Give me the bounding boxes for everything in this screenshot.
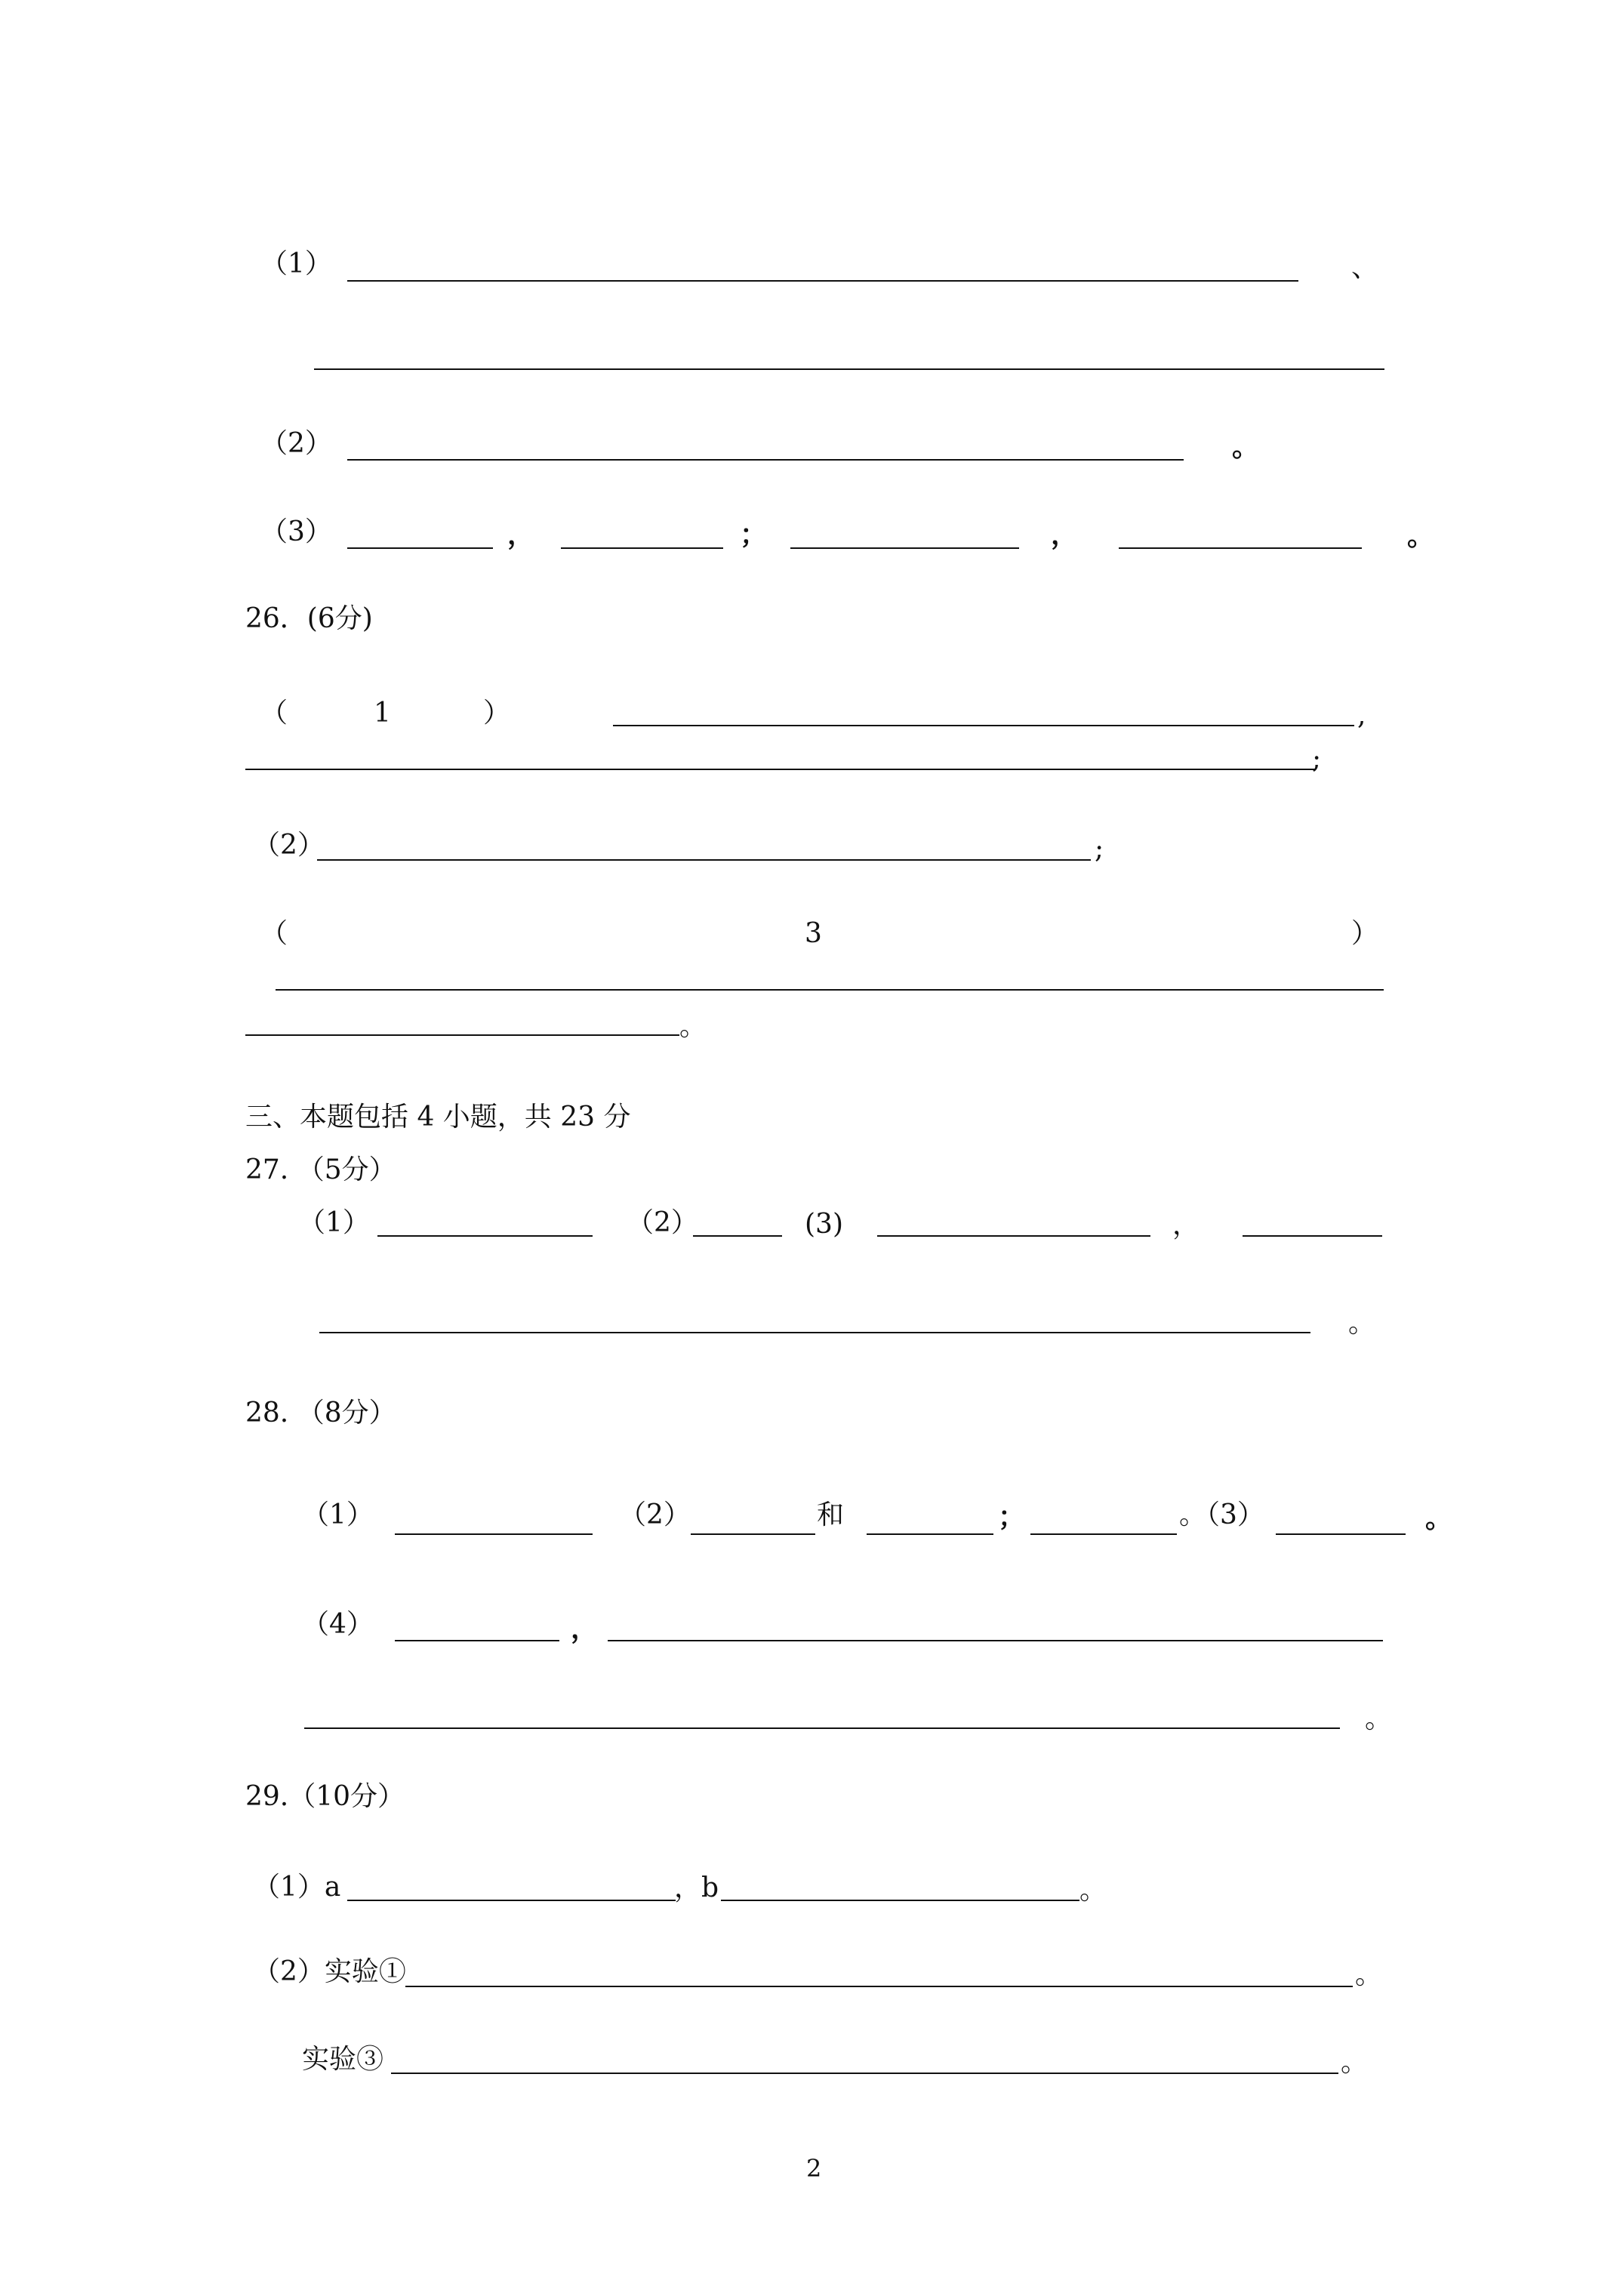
q26-part1-number: 1 (374, 698, 391, 729)
q28-part2-blank-b[interactable] (867, 1533, 993, 1535)
q27-part3-blank-b[interactable] (1243, 1235, 1382, 1237)
q26-part1-semicolon: ; (1312, 744, 1322, 775)
q28-part2-label: （2） (619, 1499, 691, 1530)
q25-part3-blank-3[interactable] (790, 547, 1019, 549)
q28-part4-blank-a[interactable] (395, 1640, 559, 1641)
q28-part4-blank-b[interactable] (608, 1640, 1383, 1641)
q25-part3-comma-1: ， (507, 519, 535, 550)
q26-part1-blank-a[interactable] (613, 725, 1354, 726)
q28-part4-comma: ， (571, 1613, 599, 1644)
q25-part3-comma-2: ， (1051, 519, 1079, 550)
q29-part2-blank[interactable] (405, 1986, 1353, 1987)
q28-part4-period: 。 (1365, 1703, 1393, 1734)
q28-part4-blank-c[interactable] (304, 1727, 1340, 1729)
q28-part4-label: （4） (302, 1609, 374, 1640)
q29-part1-period: 。 (1079, 1875, 1107, 1906)
q25-part2-period: 。 (1232, 431, 1260, 463)
q29-exp3-label: 实验③ (302, 2044, 384, 2075)
q27-part3-comma: ， (1172, 1210, 1200, 1240)
q26-part1-open: （ (260, 698, 288, 729)
q27-part1-blank[interactable] (377, 1235, 593, 1237)
q27-part2-blank[interactable] (693, 1235, 782, 1237)
q26-part2-semicolon: ; (1095, 834, 1104, 864)
q28-part3-blank[interactable] (1276, 1533, 1406, 1535)
q28-part3-period: 。 (1425, 1502, 1453, 1534)
section-3-title: 三、本题包括 4 小题，共 23 分 (245, 1102, 631, 1133)
q28-part2-and: 和 (817, 1499, 845, 1530)
q26-header: 26．(6分) (245, 603, 373, 634)
q27-part1-label: （1） (298, 1207, 370, 1238)
q27-part3-label: (3) (805, 1209, 843, 1240)
q25-part1-blank-b[interactable] (314, 368, 1384, 370)
q25-part3-blank-2[interactable] (561, 547, 723, 549)
q26-part2-blank[interactable] (317, 859, 1091, 861)
q26-part1-blank-b[interactable] (245, 769, 1316, 770)
q27-period: 。 (1348, 1308, 1376, 1339)
q29-header: 29.（10分） (245, 1781, 405, 1812)
q29-part1-blank-a[interactable] (347, 1900, 676, 1901)
q27-header: 27. （5分） (245, 1154, 396, 1185)
q26-part3-open: （ (260, 918, 288, 949)
q26-part1-close: ） (483, 698, 511, 729)
q25-part1-label: （1） (260, 248, 332, 279)
q28-part2-blank-c[interactable] (1030, 1533, 1177, 1535)
q25-part3-label: （3） (260, 516, 332, 547)
q28-part2-blank-a[interactable] (691, 1533, 815, 1535)
q25-part1-blank-a[interactable] (347, 280, 1298, 282)
q25-part1-separator: 、 (1351, 252, 1379, 283)
q28-part1-label: （1） (302, 1499, 374, 1530)
q26-part3-close: ） (1351, 918, 1379, 949)
q25-part3-blank-1[interactable] (347, 547, 493, 549)
q29-part1-blank-b[interactable] (721, 1900, 1079, 1901)
q28-part3-label: 。（3） (1179, 1499, 1264, 1530)
q28-header: 28. （8分） (245, 1398, 396, 1428)
q29-part2-label: （2）实验① (253, 1956, 406, 1987)
q25-part3-semicolon: ； (740, 519, 768, 550)
page-number: 2 (806, 2154, 822, 2183)
q29-exp3-period: 。 (1341, 2047, 1369, 2078)
q28-part2-semicolon: ； (998, 1501, 1026, 1533)
q26-part3-blank-a[interactable] (276, 989, 1384, 991)
q29-part1-b-label: ，b (674, 1872, 719, 1903)
q25-part3-period: 。 (1407, 520, 1435, 552)
q29-part1-label: （1）a (253, 1872, 341, 1903)
q29-exp3-blank[interactable] (391, 2073, 1338, 2074)
q29-part2-period: 。 (1355, 1959, 1383, 1990)
q27-part3-blank-c[interactable] (319, 1332, 1310, 1333)
q27-part2-label: （2） (627, 1207, 698, 1238)
q26-part3-number: 3 (805, 918, 822, 949)
q26-part3-blank-b[interactable] (245, 1034, 679, 1036)
q25-part2-label: （2） (260, 428, 332, 459)
q26-part3-period: 。 (679, 1011, 707, 1042)
q25-part2-blank[interactable] (347, 459, 1184, 461)
q26-part2-label: （2） (253, 830, 325, 861)
q25-part3-blank-4[interactable] (1119, 547, 1362, 549)
q28-part1-blank[interactable] (395, 1533, 593, 1535)
q27-part3-blank-a[interactable] (877, 1235, 1150, 1237)
q26-part1-comma: , (1357, 700, 1366, 731)
